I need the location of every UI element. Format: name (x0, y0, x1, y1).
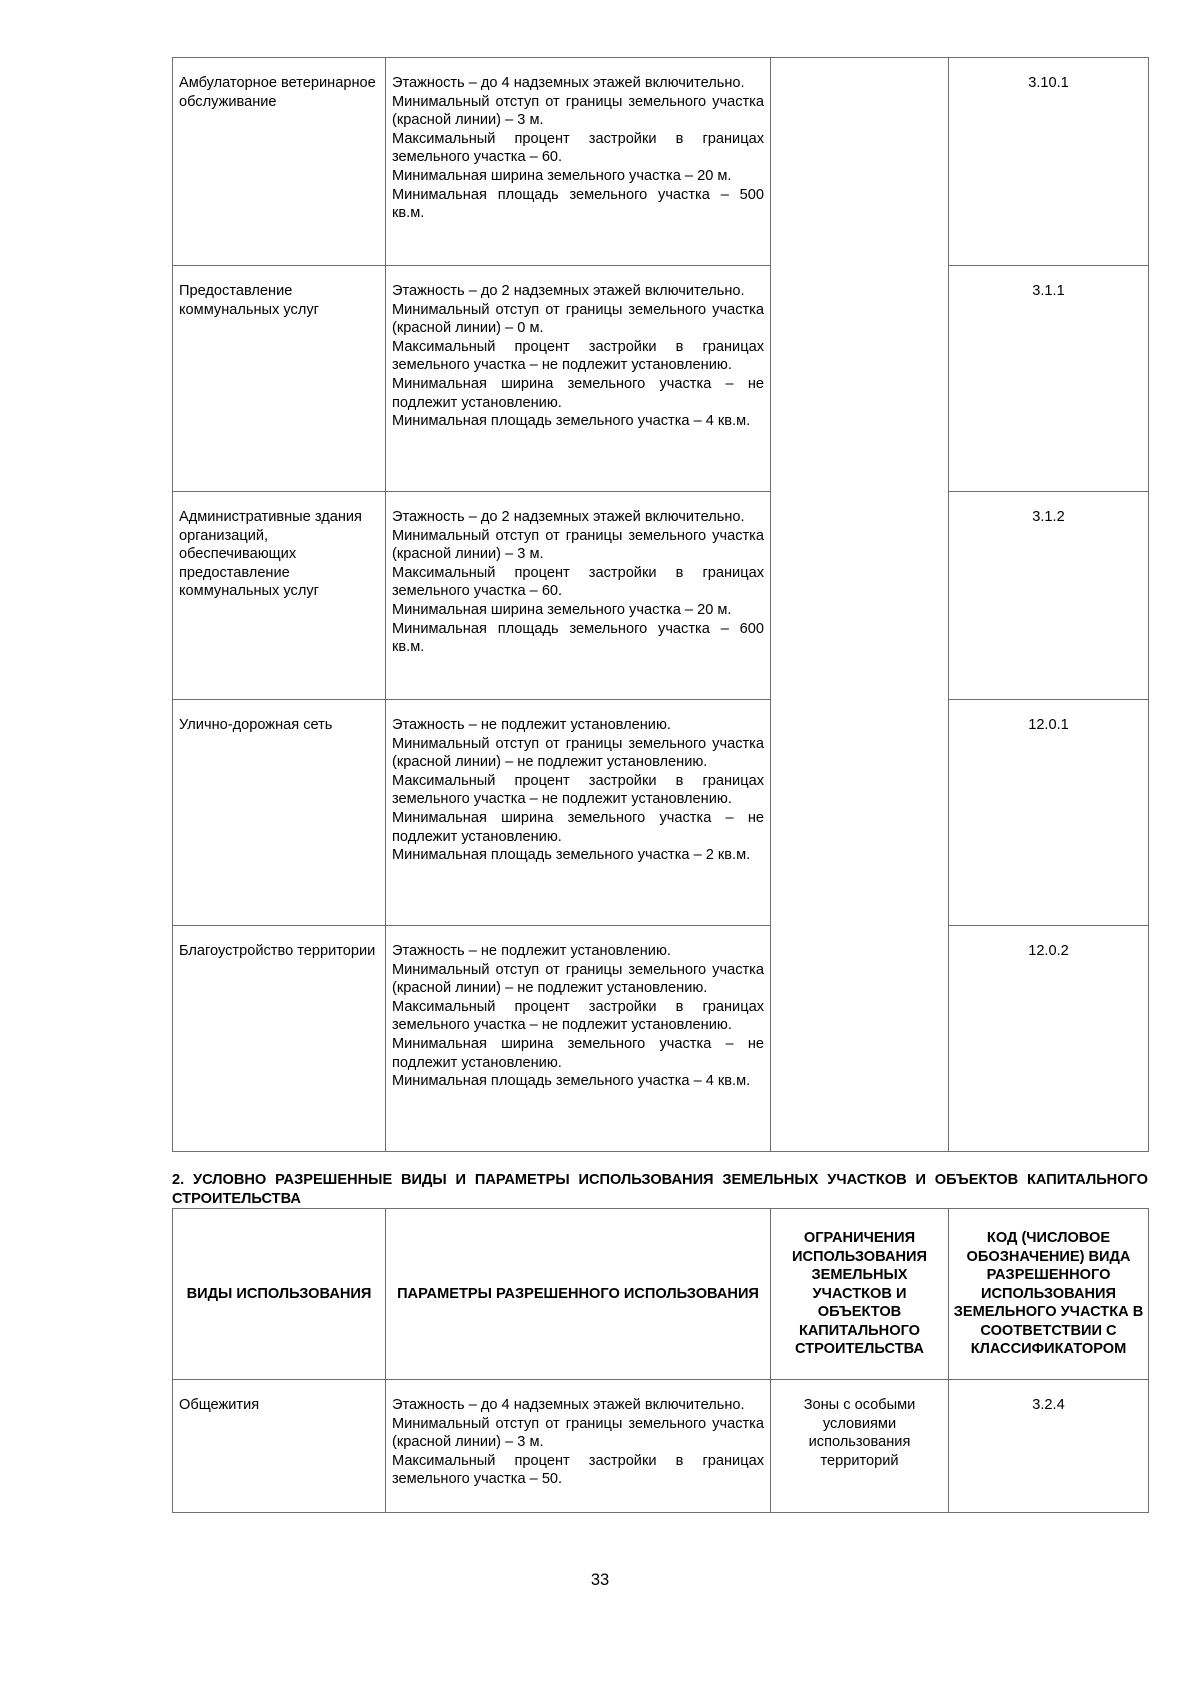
table-row (173, 492, 1149, 700)
use-kind-cell: Общежития (173, 1380, 386, 1513)
use-code-cell: 3.10.1 (949, 58, 1149, 266)
param-line: Этажность – до 2 надземных этажей включительно. (392, 509, 745, 525)
use-kind-cell: Амбулаторное ветеринарное обслуживание (173, 58, 386, 266)
use-params-cell (386, 492, 771, 700)
param-line: Максимальный процент застройки в границах земельного участка – 60. (392, 130, 764, 166)
page-number: 33 (590, 1571, 610, 1589)
param-line: Минимальный отступ от границы земельного участка (красной линии) – 3 м. (392, 1415, 764, 1451)
param-line: Минимальная площадь земельного участка – 500 кв.м. (392, 186, 764, 222)
param-line: Минимальный отступ от границы земельного участка (красной линии) – 3 м. (392, 527, 764, 563)
use-params-cell (386, 266, 771, 492)
table-header-row (173, 1209, 1149, 1380)
param-line: Минимальный отступ от границы земельного участка (красной линии) – не подлежит установлению. (392, 961, 764, 997)
param-line: Этажность – до 2 надземных этажей включительно. (392, 283, 745, 299)
param-line: Минимальная площадь земельного участка – 600 кв.м. (392, 620, 764, 656)
param-line: Минимальная ширина земельного участка – не подлежит установлению. (392, 1035, 764, 1071)
table-row (173, 58, 1149, 266)
use-code-cell: 12.0.1 (949, 700, 1149, 926)
param-line: Этажность – не подлежит установлению. (392, 717, 671, 733)
column-header-code: КОД (ЧИСЛОВОЕ ОБОЗНАЧЕНИЕ) ВИДА РАЗРЕШЕННОГО ИСПОЛЬЗОВАНИЯ ЗЕМЕЛЬНОГО УЧАСТКА В СООТВЕТСТВИИ С КЛАССИФИКАТОРОМ (949, 1209, 1149, 1380)
use-params-cell (386, 926, 771, 1152)
use-params-cell (386, 58, 771, 266)
table-row (173, 266, 1149, 492)
restrictions-cell (771, 58, 949, 1152)
param-line: Этажность – до 4 надземных этажей включительно. (392, 75, 745, 91)
param-line: Минимальный отступ от границы земельного участка (красной линии) – не подлежит установлению. (392, 735, 764, 771)
param-line: Минимальная ширина земельного участка – не подлежит установлению. (392, 809, 764, 845)
permitted-uses-table (172, 57, 1149, 1152)
table-row (173, 1380, 1149, 1513)
param-line: Минимальная ширина земельного участка – 20 м. (392, 167, 732, 184)
table-row (173, 926, 1149, 1152)
param-line: Минимальная площадь земельного участка – 4 кв.м. (392, 413, 751, 430)
param-line: Минимальный отступ от границы земельного участка (красной линии) – 3 м. (392, 93, 764, 129)
use-kind-cell: Административные здания организаций, обеспечивающих предоставление коммунальных услуг (173, 492, 386, 700)
param-line: Этажность – до 4 надземных этажей включительно. (392, 1397, 745, 1413)
param-line: Минимальная площадь земельного участка – 2 кв.м. (392, 847, 751, 864)
param-line: Минимальная площадь земельного участка – 4 кв.м. (392, 1073, 751, 1090)
column-header-kind: ВИДЫ ИСПОЛЬЗОВАНИЯ (173, 1209, 386, 1380)
param-line: Этажность – не подлежит установлению. (392, 943, 671, 959)
section-heading: 2. УСЛОВНО РАЗРЕШЕННЫЕ ВИДЫ И ПАРАМЕТРЫ ИСПОЛЬЗОВАНИЯ ЗЕМЕЛЬНЫХ УЧАСТКОВ И ОБЪЕКТОВ КАПИТАЛЬНОГО СТРОИТЕЛЬСТВА (172, 1172, 1148, 1207)
param-line: Минимальная ширина земельного участка – 20 м. (392, 601, 732, 618)
use-code-cell: 3.1.2 (949, 492, 1149, 700)
use-kind-cell: Предоставление коммунальных услуг (173, 266, 386, 492)
use-code-cell: 3.1.1 (949, 266, 1149, 492)
param-line: Максимальный процент застройки в границах земельного участка – не подлежит установлению. (392, 338, 764, 374)
use-kind-cell: Благоустройство территории (173, 926, 386, 1152)
conditional-uses-table (172, 1208, 1149, 1513)
column-header-params: ПАРАМЕТРЫ РАЗРЕШЕННОГО ИСПОЛЬЗОВАНИЯ (386, 1209, 771, 1380)
param-line: Максимальный процент застройки в границах земельного участка – не подлежит установлению. (392, 998, 764, 1034)
use-code-cell: 12.0.2 (949, 926, 1149, 1152)
column-header-restrictions: ОГРАНИЧЕНИЯ ИСПОЛЬЗОВАНИЯ ЗЕМЕЛЬНЫХ УЧАСТКОВ И ОБЪЕКТОВ КАПИТАЛЬНОГО СТРОИТЕЛЬСТВА (771, 1209, 949, 1380)
param-line: Максимальный процент застройки в границах земельного участка – не подлежит установлению. (392, 772, 764, 808)
param-line: Максимальный процент застройки в границах земельного участка – 50. (392, 1452, 764, 1488)
use-params-cell (386, 700, 771, 926)
restrictions-cell: Зоны с особыми условиями использования территорий (771, 1380, 949, 1513)
use-code-cell: 3.2.4 (949, 1380, 1149, 1513)
use-params-cell (386, 1380, 771, 1513)
param-line: Максимальный процент застройки в границах земельного участка – 60. (392, 564, 764, 600)
table-row (173, 700, 1149, 926)
use-kind-cell: Улично-дорожная сеть (173, 700, 386, 926)
param-line: Минимальный отступ от границы земельного участка (красной линии) – 0 м. (392, 301, 764, 337)
param-line: Минимальная ширина земельного участка – не подлежит установлению. (392, 375, 764, 411)
